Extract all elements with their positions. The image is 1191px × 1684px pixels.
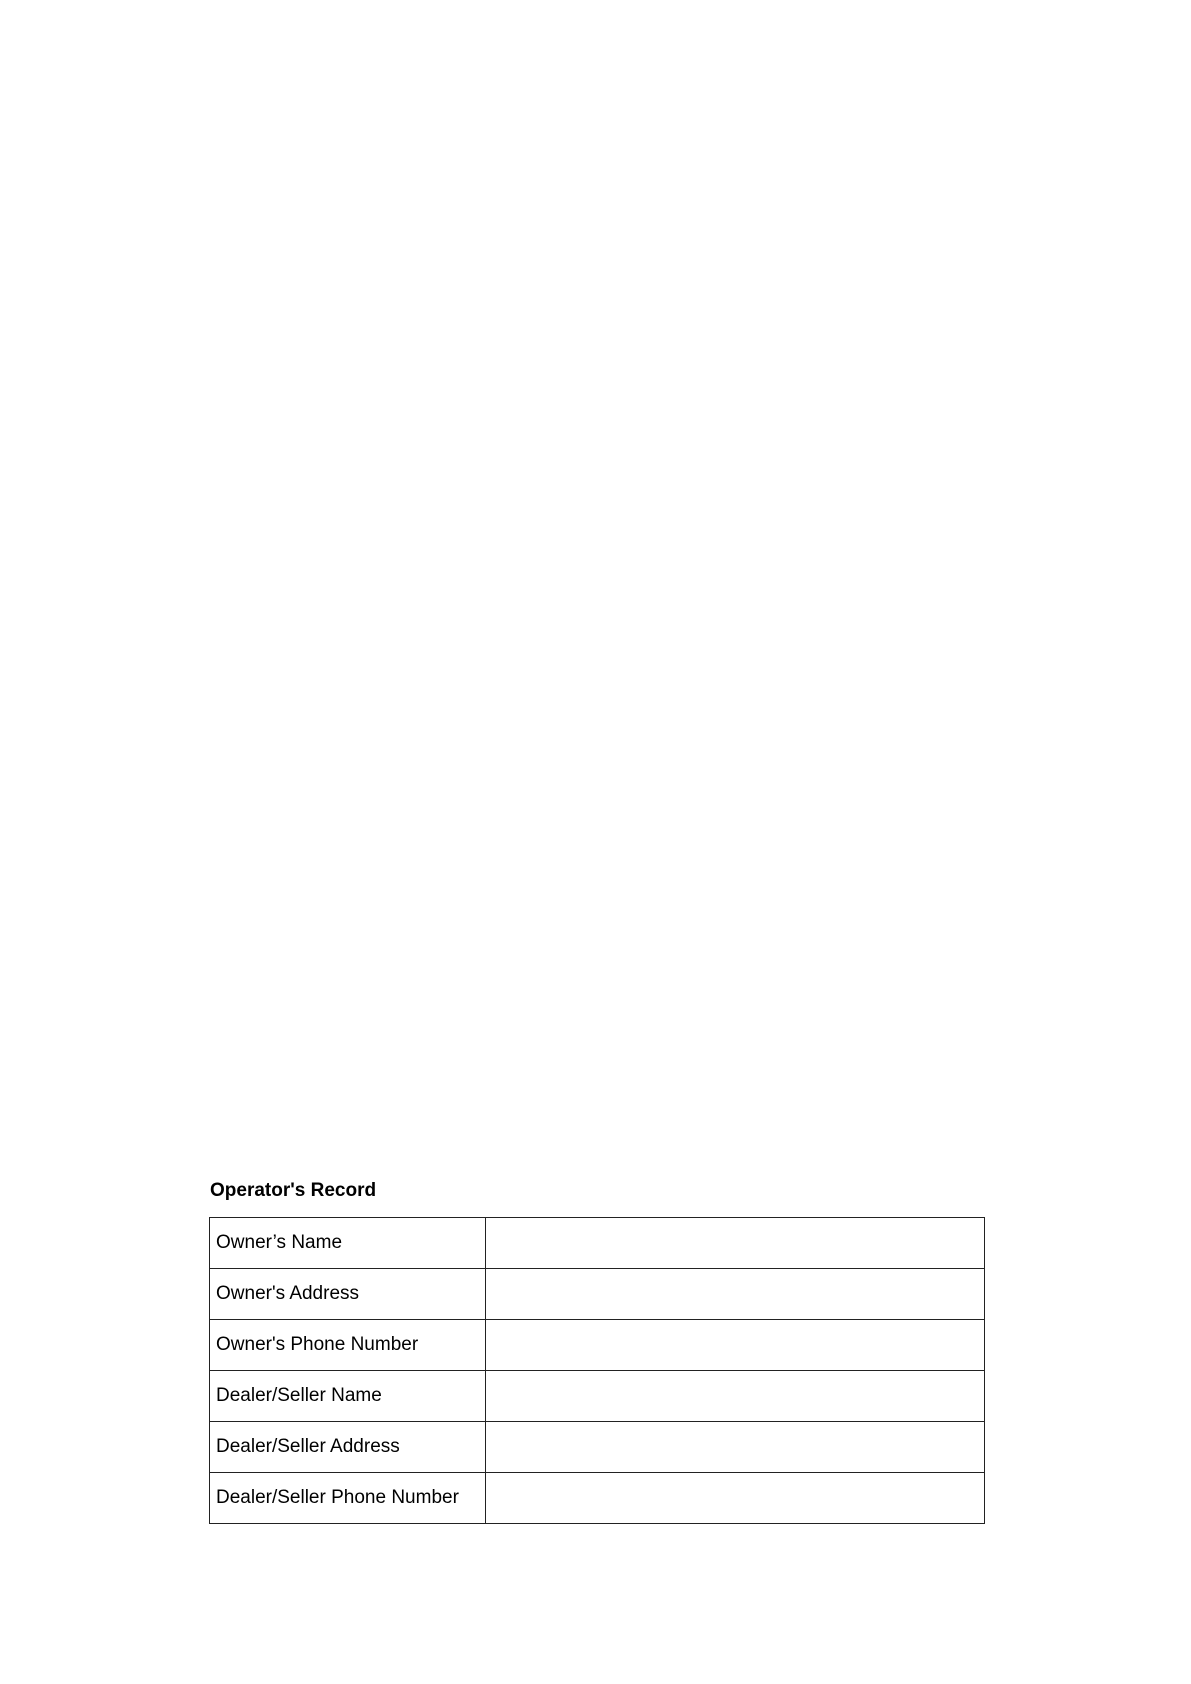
owner-address-label: Owner's Address [210,1269,486,1320]
table-row [210,1269,985,1320]
owner-phone-label: Owner's Phone Number [210,1320,486,1371]
table-row [210,1320,985,1371]
dealer-address-field[interactable] [486,1422,985,1473]
dealer-phone-field[interactable] [486,1473,985,1524]
dealer-phone-label: Dealer/Seller Phone Number [210,1473,486,1524]
owner-name-field[interactable] [486,1218,985,1269]
dealer-address-label: Dealer/Seller Address [210,1422,486,1473]
table-row [210,1422,985,1473]
operators-record-table [209,1217,985,1524]
table-row [210,1218,985,1269]
section-title: Operator's Record [210,1180,377,1201]
owner-name-label: Owner’s Name [210,1218,486,1269]
table-row [210,1473,985,1524]
dealer-name-field[interactable] [486,1371,985,1422]
dealer-name-label: Dealer/Seller Name [210,1371,486,1422]
owner-phone-field[interactable] [486,1320,985,1371]
owner-address-field[interactable] [486,1269,985,1320]
table-row [210,1371,985,1422]
